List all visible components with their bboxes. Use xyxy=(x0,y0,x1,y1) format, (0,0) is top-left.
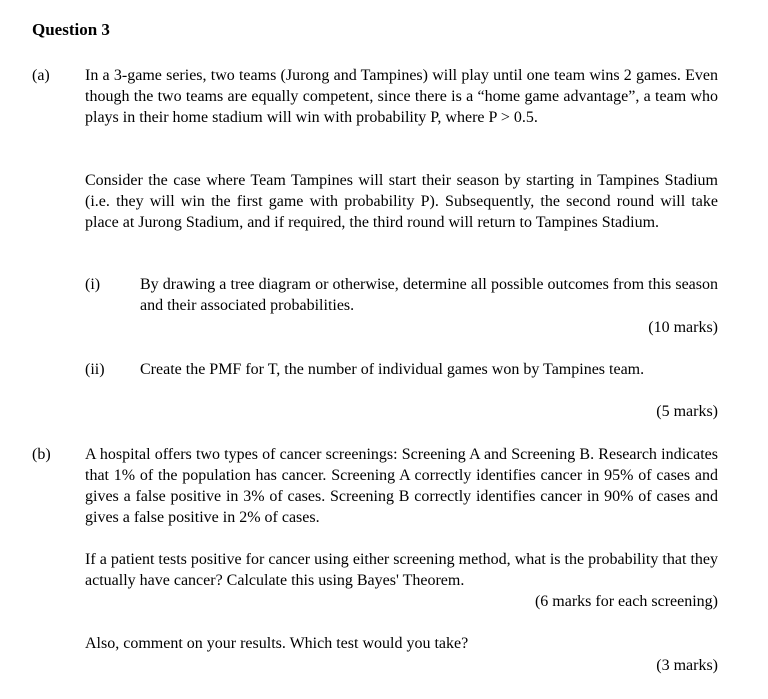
part-b-paragraph-2: If a patient tests positive for cancer using either screening method, what is the probability that they actually have cancer? Calculate this using Bayes' Theorem. xyxy=(85,551,718,589)
sub-ii-label: (ii) xyxy=(85,361,105,378)
part-a-paragraph-1: In a 3-game series, two teams (Jurong and Tampines) will play until one team wins 2 games. Even though the two teams are equally competent, since there is a “home game advantage”, a team who plays in their home stadium will win with probability P, where P > 0.5. xyxy=(85,67,718,126)
sub-i-marks: (10 marks) xyxy=(648,319,718,336)
part-b-paragraph-3: Also, comment on your results. Which test would you take? xyxy=(85,635,469,652)
sub-ii-text: Create the PMF for T, the number of individual games won by Tampines team. xyxy=(140,361,645,378)
part-b-marks-screening: (6 marks for each screening) xyxy=(534,593,718,610)
part-b-label: (b) xyxy=(32,446,51,463)
question-title: Question 3 xyxy=(32,20,110,39)
part-b-marks-comment: (3 marks) xyxy=(656,657,718,674)
part-b-paragraph-1: A hospital offers two types of cancer screenings: Screening A and Screening B. Research indicates that 1% of the population has cancer. Screening A correctly identifies cancer in 95% of cases and gives a false positive in 3% of cases. Screening B correctly identifies cancer in 90% of cases and gives a false positive in 2% of cases. xyxy=(85,446,718,526)
sub-i-label: (i) xyxy=(85,276,101,293)
sub-i-text: By drawing a tree diagram or otherwise, determine all possible outcomes from this season and their associated probabilities. xyxy=(140,276,718,314)
sub-ii-marks: (5 marks) xyxy=(656,403,718,420)
part-a-label: (a) xyxy=(32,67,50,84)
part-a-paragraph-2: Consider the case where Team Tampines will start their season by starting in Tampines Stadium (i.e. they will win the first game with probability P). Subsequently, the second round will take place at Jurong Stadium, and if required, the third round will return to Tampines Stadium. xyxy=(85,172,718,231)
